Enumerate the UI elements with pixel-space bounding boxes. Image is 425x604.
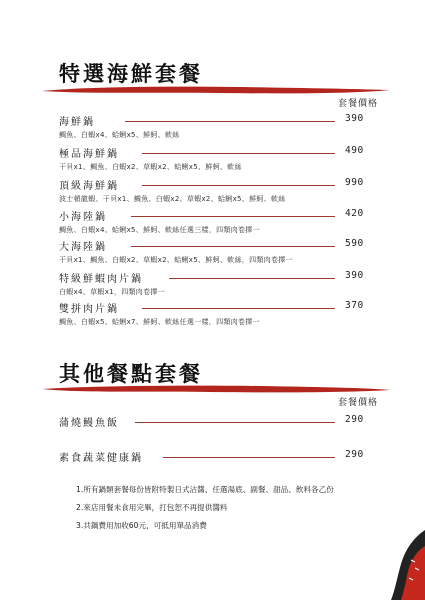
item-price: 390 (345, 270, 364, 281)
section-title-other: 其他餐點套餐 (59, 361, 203, 386)
menu-item (59, 208, 373, 235)
menu-item (59, 113, 373, 140)
item-name: 蒲燒鰻魚飯 (59, 418, 119, 429)
item-price: 370 (345, 300, 364, 311)
item-desc: 鯛魚、白蝦x4、蛤蜊x5、鮮蚵、軟絲任選三樣，四類肉卷擇一 (59, 226, 260, 234)
leader-line (142, 185, 335, 186)
item-desc: 白蝦x4、草蝦x1，四類肉卷擇一 (59, 288, 165, 296)
item-name: 頂級海鮮鍋 (59, 181, 119, 192)
leader-line (131, 216, 335, 217)
brush-divider (40, 84, 392, 96)
item-desc: 干貝x1、鯛魚、白蝦x2、草蝦x2、蛤蜊x5、鮮蚵、軟絲 (59, 163, 242, 171)
leader-line (125, 121, 335, 122)
item-desc: 鯛魚、白蝦x5、蛤蜊x7、鮮蚵、軟絲任選一樣，四類肉卷擇一 (59, 318, 260, 326)
menu-item (59, 300, 373, 327)
menu-item (59, 177, 373, 204)
leader-line (131, 246, 335, 247)
note-item: 2.來店用餐未食用完畢，打包恕不再提供醬料 (76, 503, 228, 512)
item-name: 小海陸鍋 (59, 212, 107, 223)
item-name: 海鮮鍋 (59, 117, 95, 128)
notes-list (76, 484, 346, 538)
item-price: 290 (345, 414, 364, 425)
item-price: 590 (345, 238, 364, 249)
item-price: 390 (345, 113, 364, 124)
item-price: 990 (345, 177, 364, 188)
item-price: 420 (345, 208, 364, 219)
item-name: 素食蔬菜健康鍋 (59, 453, 143, 464)
note-item: 3.共鍋費用加收60元，可抵用單品消費 (76, 521, 207, 530)
leader-line (169, 278, 335, 279)
item-desc: 波士頓龍蝦、干貝x1、鯛魚、白蝦x2、草蝦x2、蛤蜊x5、鮮蚵、軟絲 (59, 195, 286, 203)
leader-line (142, 153, 335, 154)
item-name: 極品海鮮鍋 (59, 149, 119, 160)
brush-divider (40, 383, 392, 395)
section-title-seafood: 特選海鮮套餐 (59, 61, 203, 86)
price-column-header: 套餐價格 (337, 398, 378, 408)
leader-line (163, 457, 335, 458)
item-desc: 干貝x1、鯛魚、白蝦x2、草蝦x2、蛤蜊x5、鮮蚵、軟絲，四類肉卷擇一 (59, 256, 293, 264)
price-column-header: 套餐價格 (337, 99, 378, 109)
menu-item (59, 238, 373, 265)
item-name: 雙拼肉片鍋 (59, 304, 119, 315)
note-item: 1.所有鍋類套餐每份皆附特製日式沾醬、任選湯底、副餐、甜品、飲料各乙份 (76, 485, 334, 494)
menu-item (59, 414, 373, 429)
item-desc: 鯛魚、白蝦x4、蛤蜊x5、鮮蚵、軟絲 (59, 131, 180, 139)
item-name: 大海陸鍋 (59, 242, 107, 253)
corner-illustration (365, 520, 425, 600)
brush-stroke (40, 84, 392, 96)
menu-item (59, 270, 373, 297)
menu-item (59, 145, 373, 172)
item-name: 特級鮮蝦肉片鍋 (59, 274, 143, 285)
decorative-art-icon (365, 520, 425, 600)
brush-stroke (40, 383, 392, 395)
menu-item (59, 449, 373, 464)
item-price: 290 (345, 449, 364, 460)
leader-line (142, 308, 335, 309)
leader-line (135, 422, 335, 423)
item-price: 490 (345, 145, 364, 156)
